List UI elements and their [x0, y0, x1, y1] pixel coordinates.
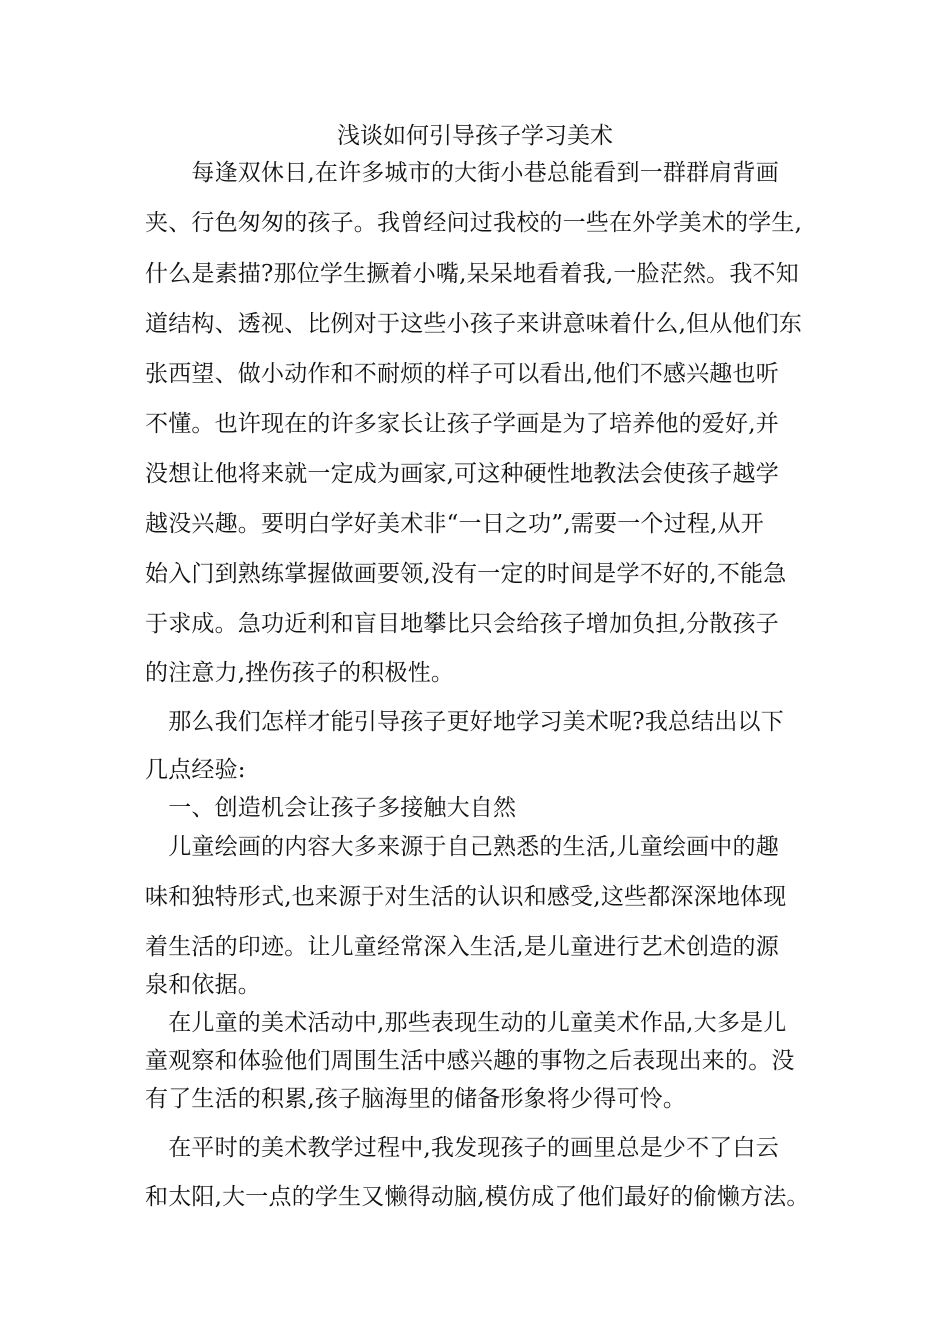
section-heading: 一、创造机会让孩子多接触大自然 — [145, 795, 517, 821]
text-line: 始入门到熟练掌握做画要领,没有一定的时间是学不好的,不能急 — [145, 561, 787, 587]
text-line: 儿童绘画的内容大多来源于自己熟悉的生活,儿童绘画中的趣 — [145, 834, 779, 860]
text-line: 夹、行色匆匆的孩子。我曾经问过我校的一些在外学美术的学生, — [145, 210, 803, 236]
text-line: 有了生活的积累,孩子脑海里的储备形象将少得可怜。 — [145, 1086, 687, 1112]
text-line: 于求成。急功近利和盲目地攀比只会给孩子增加负担,分散孩子 — [145, 611, 779, 637]
text-line: 和太阳,大一点的学生又懒得动脑,模仿成了他们最好的偷懒方法。 — [145, 1184, 810, 1210]
text-line: 泉和依据。 — [145, 972, 261, 998]
text-line: 不懂。也许现在的许多家长让孩子学画是为了培养他的爱好,并 — [145, 411, 779, 437]
document-title: 浅谈如何引导孩子学习美术 — [337, 123, 613, 149]
text-line: 那么我们怎样才能引导孩子更好地学习美术呢?我总结出以下 — [145, 709, 784, 735]
text-line: 味和独特形式,也来源于对生活的认识和感受,这些都深深地体现 — [145, 884, 787, 910]
text-line: 在儿童的美术活动中,那些表现生动的儿童美术作品,大多是儿 — [145, 1010, 787, 1036]
text-line: 每逢双休日,在许多城市的大街小巷总能看到一群群肩背画 — [145, 160, 779, 186]
text-line: 的注意力,挫伤孩子的积极性。 — [145, 660, 455, 686]
text-line: 着生活的印迹。让儿童经常深入生活,是儿童进行艺术创造的源 — [145, 934, 779, 960]
text-line: 童观察和体验他们周围生活中感兴趣的事物之后表现出来的。没 — [145, 1048, 795, 1074]
text-line: 道结构、透视、比例对于这些小孩子来讲意味着什么,但从他们东 — [145, 311, 803, 337]
text-line: 没想让他将来就一定成为画家,可这种硬性地教法会使孩子越学 — [145, 461, 779, 487]
text-line: 张西望、做小动作和不耐烦的样子可以看出,他们不感兴趣也听 — [145, 361, 779, 387]
text-line: 在平时的美术教学过程中,我发现孩子的画里总是少不了白云 — [145, 1135, 779, 1161]
text-line: 几点经验: — [145, 757, 246, 783]
text-line: 什么是素描?那位学生撅着小嘴,呆呆地看着我,一脸茫然。我不知 — [145, 261, 799, 287]
text-line: 越没兴趣。要明白学好美术非“一日之功”,需要一个过程,从开 — [145, 511, 764, 537]
